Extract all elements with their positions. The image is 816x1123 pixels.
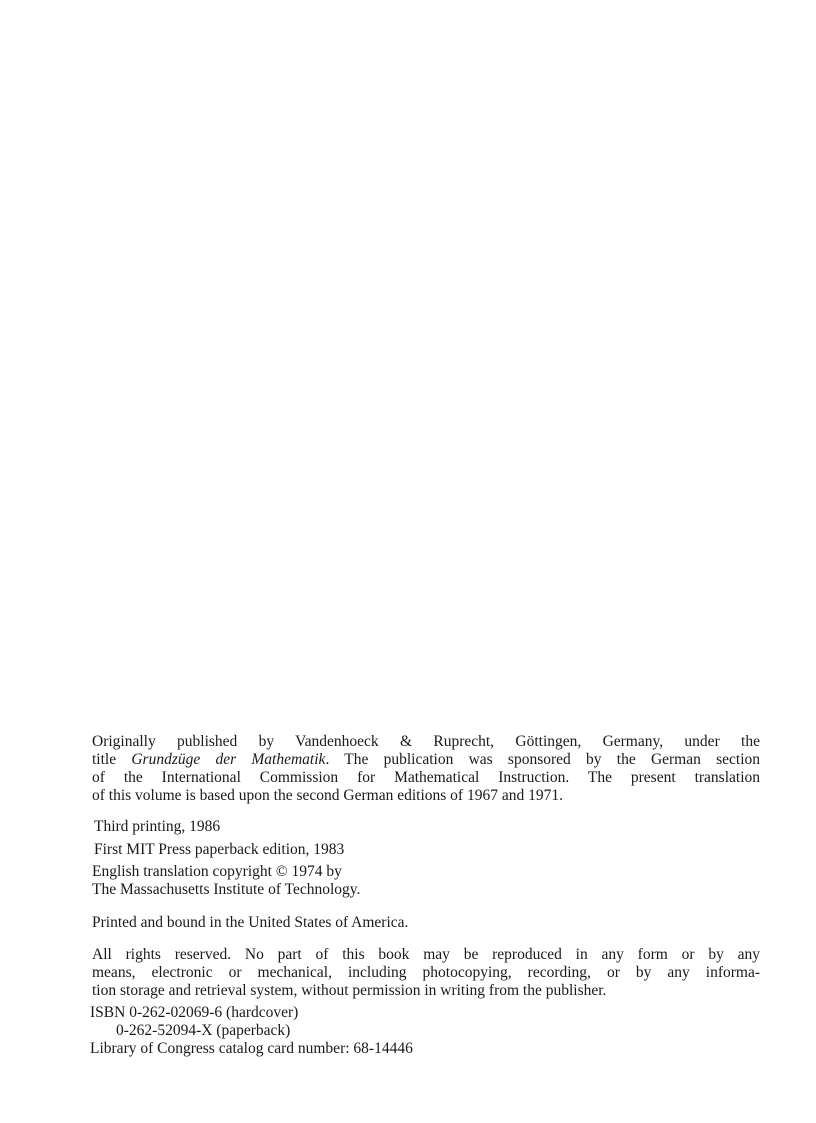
rights-line-3: tion storage and retrieval system, without permission in writing from the publisher.: [92, 982, 607, 999]
isbn-paperback: 0-262-52094-X (paperback): [116, 1022, 291, 1039]
printing-note: [94, 818, 762, 836]
original-title: Grundzüge der Mathematik: [131, 751, 326, 768]
isbn-hardcover: ISBN 0-262-02069-6 (hardcover): [90, 1004, 299, 1021]
copyright-note: [92, 863, 760, 899]
paperback-edition-note: [94, 841, 762, 859]
origin-line-1: Originally published by Vandenhoeck & Ruprecht, Göttingen, Germany, under the: [92, 733, 760, 750]
copyright-line-2: The Massachusetts Institute of Technology.: [92, 881, 361, 898]
origin-line-2: [92, 751, 760, 769]
rights-line-1: All rights reserved. No part of this book may be reproduced in any form or by any: [92, 946, 760, 963]
rights-reserved-note: [92, 946, 760, 1000]
origin-line-4: of this volume is based upon the second German editions of 1967 and 1971.: [92, 787, 563, 804]
origin-title-prefix: title: [92, 751, 132, 768]
copyright-line-1: English translation copyright © 1974 by: [92, 863, 342, 880]
first-mit-edition: First MIT Press paperback edition, 1983: [94, 841, 345, 858]
isbn-block: [90, 1004, 758, 1058]
third-printing: Third printing, 1986: [94, 818, 221, 835]
origin-line-3: of the International Commission for Mathematical Instruction. The present translation: [92, 769, 760, 786]
printed-note: [92, 914, 760, 932]
printed-in: Printed and bound in the United States of America.: [92, 914, 409, 931]
publication-origin-note: [92, 733, 760, 805]
lccn: Library of Congress catalog card number: 68-14446: [90, 1040, 413, 1057]
rights-line-2: means, electronic or mechanical, including photocopying, recording, or by any informa-: [92, 964, 760, 981]
origin-title-suffix: . The publication was sponsored by the German section: [325, 751, 761, 768]
